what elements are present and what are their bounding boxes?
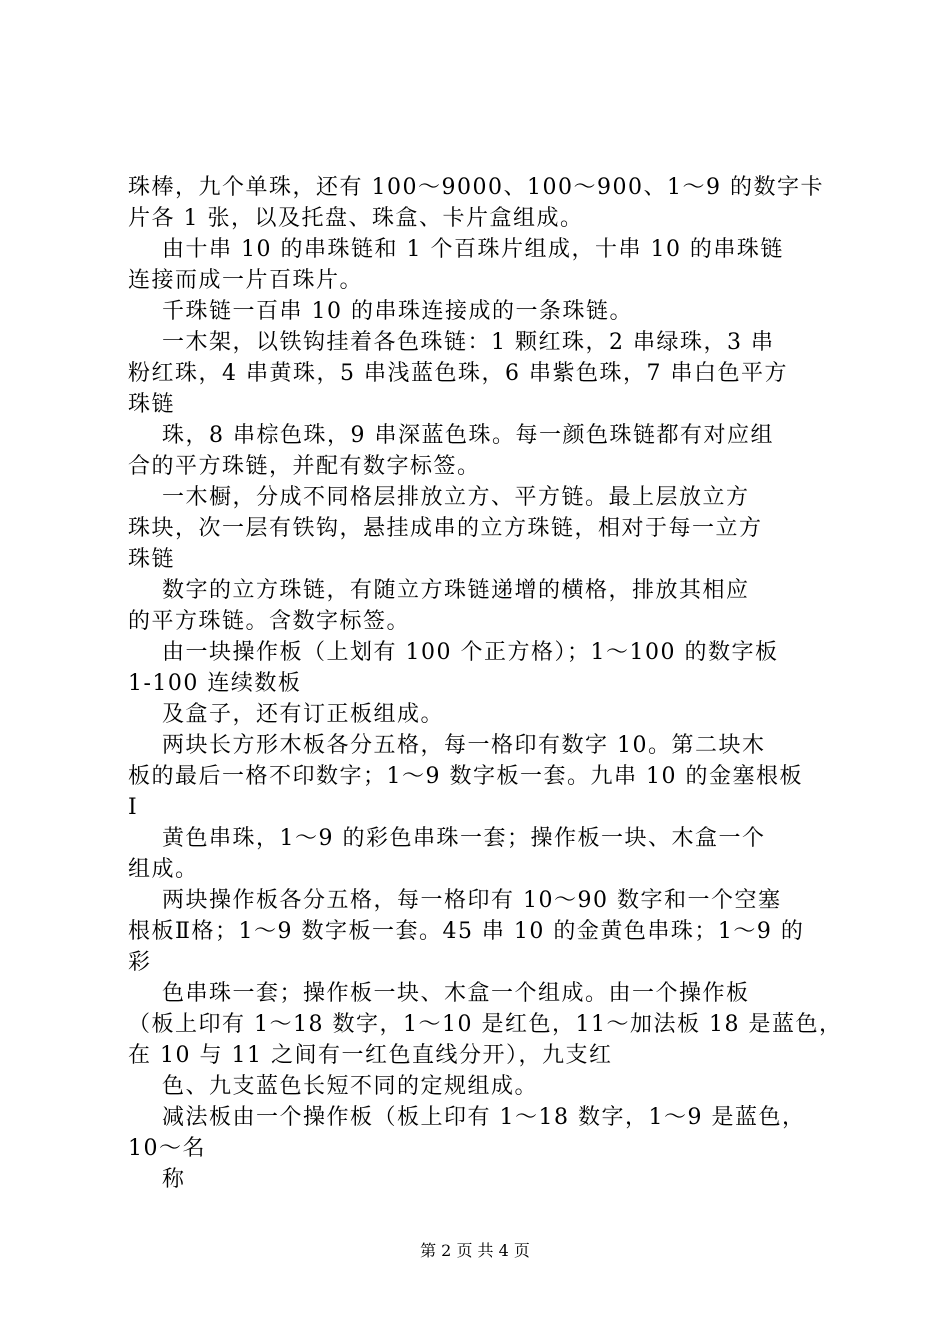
text-line: 彩: [128, 950, 152, 975]
text-line: 连接而成一片百珠片。: [128, 268, 364, 293]
text-line: 珠棒，九个单珠，还有 100～9000、100～900、1～9 的数字卡: [128, 175, 824, 200]
text-line: 根板Ⅱ格；1～9 数字板一套。45 串 10 的金黄色串珠；1～9 的: [128, 919, 805, 944]
text-line: 合的平方珠链，并配有数字标签。: [128, 454, 481, 479]
text-line: （板上印有 1～18 数字，1～10 是红色，11～加法板 18 是蓝色，: [128, 1012, 843, 1037]
text-line: 两块长方形木板各分五格，每一格印有数字 10。第二块木: [128, 733, 766, 758]
text-line: 色串珠一套；操作板一块、木盒一个组成。由一个操作板: [128, 981, 750, 1006]
text-line: 在 10 与 11 之间有一红色直线分开），九支红: [128, 1043, 613, 1068]
text-line: 由十串 10 的串珠链和 1 个百珠片组成，十串 10 的串珠链: [128, 237, 784, 262]
text-line: 珠链: [128, 547, 176, 572]
text-line: 的平方珠链。含数字标签。: [128, 609, 411, 634]
page-number: 第 2 页 共 4 页: [420, 1241, 530, 1260]
text-line: 组成。: [128, 857, 199, 882]
text-line: 一木橱，分成不同格层排放立方、平方链。最上层放立方: [128, 485, 750, 510]
text-line: 粉红珠，4 串黄珠，5 串浅蓝色珠，6 串紫色珠，7 串白色平方: [128, 361, 788, 386]
text-line: 一木架，以铁钩挂着各色珠链：1 颗红珠，2 串绿珠，3 串: [128, 330, 775, 355]
text-line: 珠块，次一层有铁钩，悬挂成串的立方珠链，相对于每一立方: [128, 516, 763, 541]
text-line: 由一块操作板（上划有 100 个正方格）；1～100 的数字板: [128, 640, 779, 665]
page-footer: [0, 1240, 950, 1262]
text-line: 珠，8 串棕色珠，9 串深蓝色珠。每一颜色珠链都有对应组: [128, 423, 774, 448]
text-line: 片各 1 张，以及托盘、珠盒、卡片盒组成。: [128, 206, 584, 231]
text-line: 珠链: [128, 392, 176, 417]
text-line: 减法板由一个操作板（板上印有 1～18 数字，1～9 是蓝色，: [128, 1105, 806, 1130]
text-line: 称: [128, 1167, 186, 1192]
text-line: 黄色串珠，1～9 的彩色串珠一套；操作板一块、木盒一个: [128, 826, 766, 851]
text-line: 10～名: [128, 1136, 206, 1161]
text-line: 1-100 连续数板: [128, 671, 302, 696]
text-line: 及盒子，还有订正板组成。: [128, 702, 444, 727]
text-line: 数字的立方珠链，有随立方珠链递增的横格，排放其相应: [128, 578, 750, 603]
body-text: [128, 172, 848, 1195]
text-line: 两块操作板各分五格，每一格印有 10～90 数字和一个空塞: [128, 888, 782, 913]
text-line: 板的最后一格不印数字；1～9 数字板一套。九串 10 的金塞根板: [128, 764, 803, 789]
text-line: Ⅰ: [128, 795, 139, 820]
text-line: 色、九支蓝色长短不同的定规组成。: [128, 1074, 538, 1099]
text-line: 千珠链一百串 10 的串珠连接成的一条珠链。: [128, 299, 633, 324]
